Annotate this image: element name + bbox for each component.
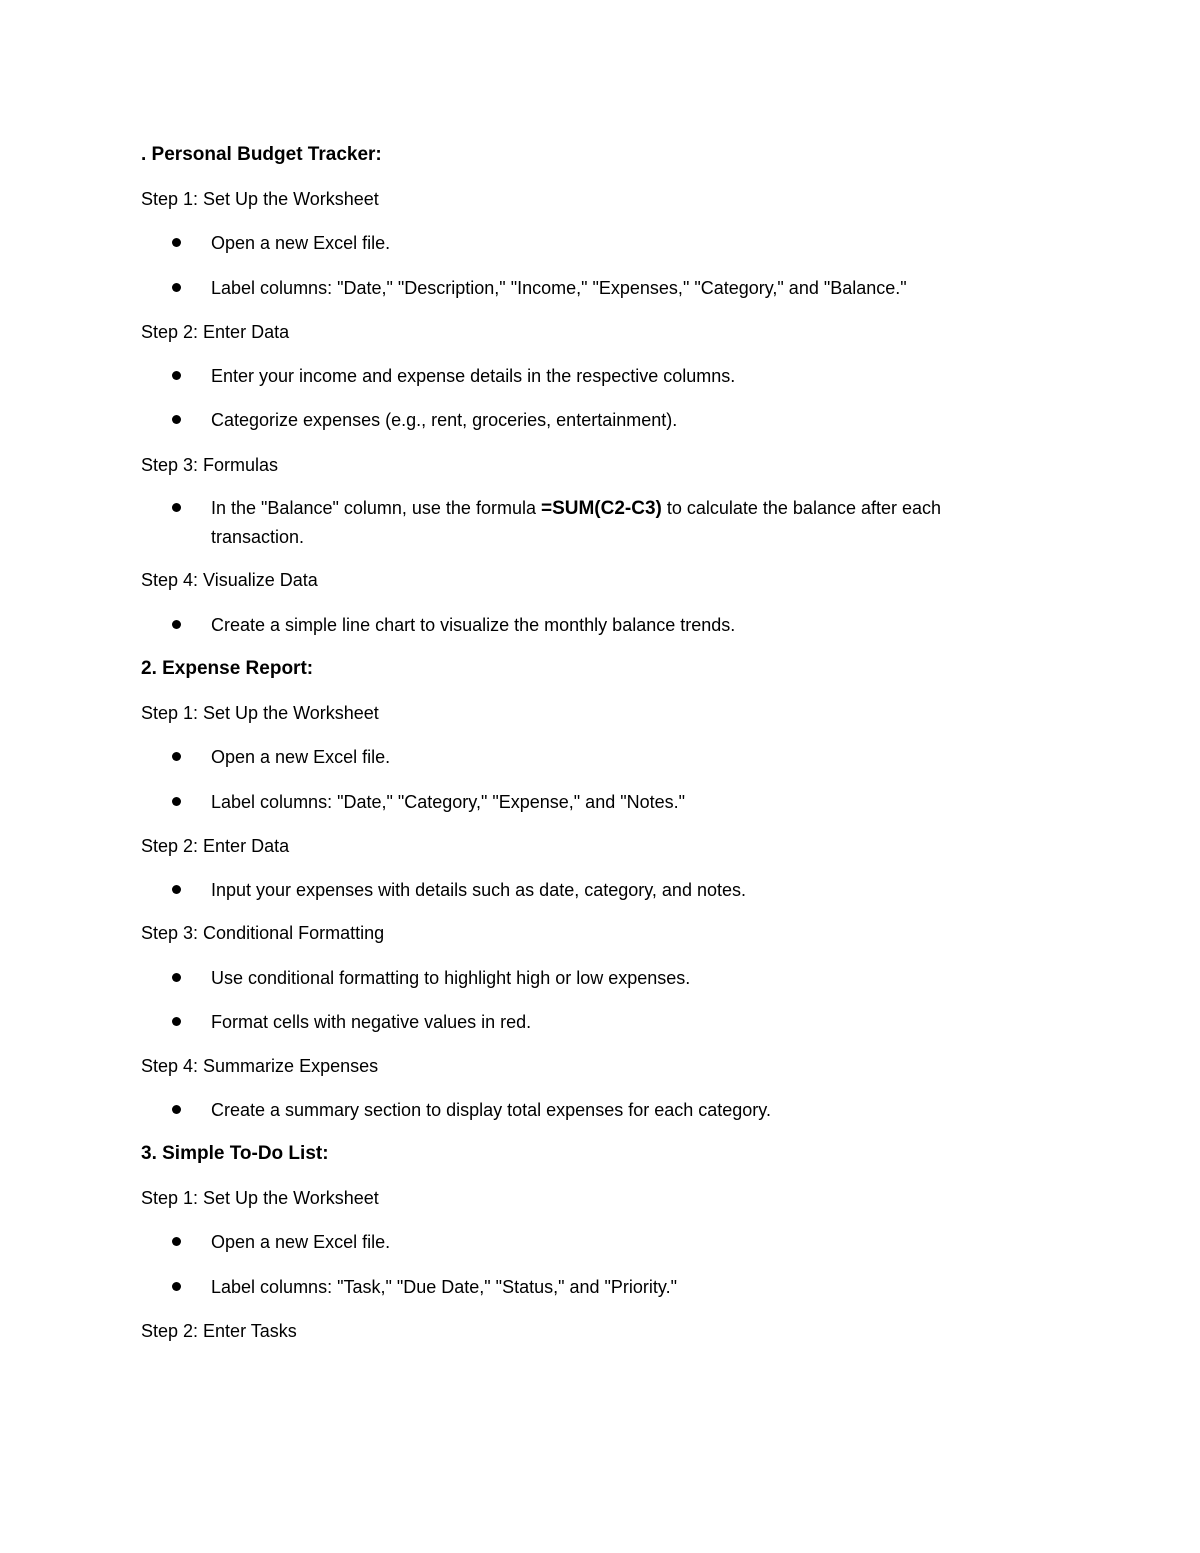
bullet-icon (172, 752, 181, 761)
list-item: Categorize expenses (e.g., rent, groceries, entertainment). (211, 410, 678, 430)
bullet-icon (172, 1017, 181, 1026)
formula-text-after: to calculate the balance after each transaction. (211, 498, 942, 547)
list-item: Enter your income and expense details in the respective columns. (211, 366, 736, 386)
formula-text-before: In the "Balance" column, use the formula (211, 498, 541, 518)
bullet-icon (172, 1282, 181, 1291)
list-item: Label columns: "Date," "Category," "Expense," and "Notes." (211, 792, 686, 812)
list-item: Open a new Excel file. (211, 233, 391, 253)
list-item: Format cells with negative values in red. (211, 1012, 532, 1032)
bullet-icon (172, 1105, 181, 1114)
step-label: Step 4: Summarize Expenses (141, 1056, 379, 1076)
section-title: . Personal Budget Tracker: (141, 144, 382, 165)
bullet-icon (172, 797, 181, 806)
bullet-icon (172, 415, 181, 424)
step-label: Step 2: Enter Data (141, 836, 290, 856)
bullet-icon (172, 1237, 181, 1246)
bullet-icon (172, 503, 181, 512)
step-label: Step 3: Conditional Formatting (141, 923, 385, 943)
list-item-formula (211, 494, 1031, 551)
bullet-icon (172, 371, 181, 380)
list-item: Open a new Excel file. (211, 1232, 391, 1252)
list-item: Use conditional formatting to highlight high or low expenses. (211, 968, 691, 988)
step-label: Step 3: Formulas (141, 455, 279, 475)
section-title: 3. Simple To-Do List: (141, 1143, 329, 1164)
bullet-icon (172, 238, 181, 247)
step-label: Step 1: Set Up the Worksheet (141, 1188, 379, 1208)
section-title: 2. Expense Report: (141, 658, 314, 679)
step-label: Step 2: Enter Data (141, 322, 290, 342)
bullet-icon (172, 283, 181, 292)
list-item: Open a new Excel file. (211, 747, 391, 767)
step-label: Step 1: Set Up the Worksheet (141, 703, 379, 723)
bullet-icon (172, 885, 181, 894)
step-label: Step 4: Visualize Data (141, 570, 318, 590)
list-item: Create a summary section to display total expenses for each category. (211, 1100, 771, 1120)
step-label: Step 2: Enter Tasks (141, 1321, 297, 1341)
bullet-icon (172, 620, 181, 629)
list-item: Label columns: "Task," "Due Date," "Status," and "Priority." (211, 1277, 677, 1297)
list-item: Input your expenses with details such as date, category, and notes. (211, 880, 746, 900)
formula-code: =SUM(C2-C3) (540, 498, 662, 519)
list-item: Create a simple line chart to visualize the monthly balance trends. (211, 615, 736, 635)
bullet-icon (172, 973, 181, 982)
step-label: Step 1: Set Up the Worksheet (141, 189, 379, 209)
list-item: Label columns: "Date," "Description," "Income," "Expenses," "Category," and "Balance." (211, 278, 907, 298)
